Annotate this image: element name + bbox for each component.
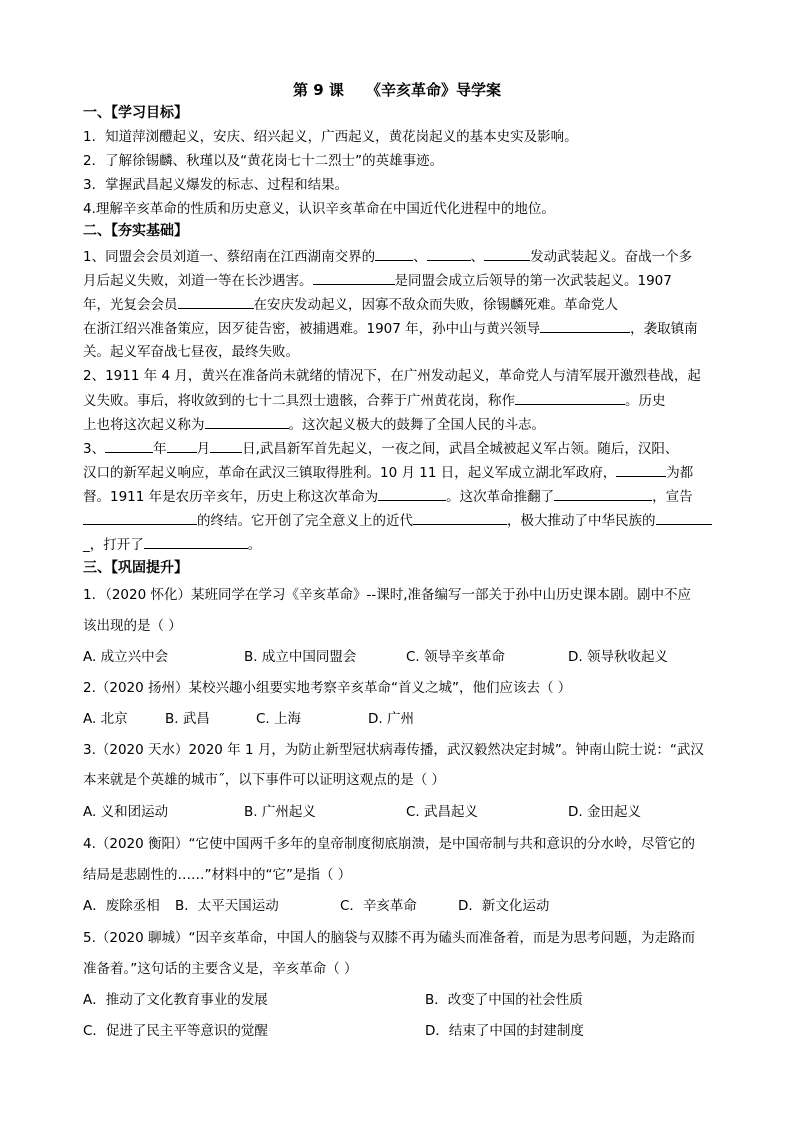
answer-option-a[interactable]: A．废除丞相 — [83, 898, 160, 914]
answer-option-d[interactable]: D．新文化运动 — [458, 898, 550, 914]
question-stem: 结局是悲剧性的……”材料中的“它”是指（ ） — [83, 867, 352, 883]
question-stem: 本来就是个英雄的城市˝，以下事件可以证明这观点的是（ ） — [83, 772, 446, 788]
fill-blank[interactable] — [484, 246, 530, 261]
answer-option-c[interactable]: C. 武昌起义 — [406, 804, 479, 820]
basics-p2-line3: 上也将这次起义称为 。这次起义极大的鼓舞了全国人民的斗志。 — [83, 414, 545, 435]
question-stem: 2.（2020 扬州）某校兴趣小组要实地考察辛亥革命“首义之城”，他们应该去（ ） — [83, 680, 572, 696]
basics-p3-line4: 的终结。它开创了完全意义上的近代 ，极大推动了中华民族的 — [83, 510, 712, 531]
basics-p3-line1: 3、 年 月 日,武昌新军首先起义，一夜之间，武昌全城被起义军占领。随后，汉阳、 — [83, 438, 678, 459]
answer-option-d[interactable]: D. 广州 — [368, 711, 414, 727]
fill-blank[interactable] — [413, 510, 507, 525]
basics-p3-line3: 督。1911 年是农历辛亥年，历史上称这次革命为 。这次革命推翻了 ，宣告 — [83, 486, 693, 507]
goal-item: 1．知道萍浏醴起义，安庆、绍兴起义，广西起义，黄花岗起义的基本史实及影响。 — [83, 129, 578, 145]
answer-option-d[interactable]: D. 领导秋收起义 — [568, 649, 668, 665]
answer-option-a[interactable]: A. 成立兴中会 — [83, 649, 169, 665]
answer-option-c[interactable]: C. 领导辛亥革命 — [406, 649, 506, 665]
goal-item: 4.理解辛亥革命的性质和历史意义，认识辛亥革命在中国近代化进程中的地位。 — [83, 201, 555, 217]
basics-p2-line2: 义失败。事后，将收敛到的七十二具烈士遗骸，合葬于广州黄花岗，称作 。历史 — [83, 390, 666, 411]
answer-option-b[interactable]: B．太平天国运动 — [175, 898, 279, 914]
section-heading-basics: 二、【夯实基础】 — [83, 223, 188, 239]
basics-p1-line3: 年，光复会会员 在安庆发动起义，因寡不敌众而失败，徐锡麟死难。革命党人 — [83, 294, 618, 315]
fill-blank[interactable] — [554, 486, 652, 501]
answer-option-a[interactable]: A．推动了文化教育事业的发展 — [83, 992, 268, 1008]
fill-blank[interactable] — [427, 246, 471, 261]
answer-option-b[interactable]: B．改变了中国的社会性质 — [425, 992, 583, 1008]
question-stem: 4.（2020 衡阳）“它使中国两千多年的皇帝制度彻底崩溃，是中国帝制与共和意识的分水岭，尽管它的 — [83, 836, 696, 852]
lesson-name: 《辛亥革命》导学案 — [365, 81, 501, 99]
answer-option-a[interactable]: A. 北京 — [83, 711, 128, 727]
basics-p2-line1: 2、1911 年 4 月，黄兴在准备尚未就绪的情况下，在广州发动起义，革命党人与清军展开激烈巷战，起 — [83, 368, 701, 384]
answer-option-b[interactable]: B. 武昌 — [165, 711, 210, 727]
question-stem: 5.（2020 聊城）“因辛亥革命，中国人的脑袋与双膝不再为磕头而准备着，而是为思考问题，为走路而 — [83, 930, 696, 946]
answer-option-b[interactable]: B. 广州起义 — [244, 804, 316, 820]
basics-p1-line2: 月后起义失败，刘道一等在长沙遇害。 是同盟会成立后领导的第一次武装起义。1907 — [83, 270, 672, 291]
goal-item: 3．掌握武昌起义爆发的标志、过程和结果。 — [83, 177, 349, 193]
answer-option-c[interactable]: C．促进了民主平等意识的觉醒 — [83, 1023, 268, 1039]
section-heading-consolidate: 三、【巩固提升】 — [83, 560, 188, 576]
answer-option-d[interactable]: D. 金田起义 — [568, 804, 641, 820]
fill-blank[interactable] — [656, 510, 712, 525]
fill-blank[interactable] — [375, 246, 413, 261]
goal-item: 2．了解徐锡麟、秋瑾以及“黄花岗七十二烈士”的英雄事迹。 — [83, 153, 444, 169]
basics-p1-line4: 在浙江绍兴准备策应，因歹徒告密，被捕遇难。1907 年，孙中山与黄兴领导 ，袭取镇南 — [83, 318, 698, 339]
fill-blank[interactable] — [83, 510, 197, 525]
fill-blank[interactable] — [515, 390, 625, 405]
fill-blank[interactable] — [313, 270, 395, 285]
fill-blank[interactable] — [167, 438, 197, 453]
answer-option-c[interactable]: C．辛亥革命 — [340, 898, 417, 914]
basics-p1-line1: 1、同盟会会员刘道一、蔡绍南在江西湖南交界的 、 、 发动武装起义。奋战一个多 — [83, 246, 692, 267]
question-stem: 该出现的是（ ） — [83, 618, 182, 634]
fill-blank[interactable] — [210, 438, 242, 453]
basics-p1-line5: 关。起义军奋战七昼夜，最终失败。 — [83, 344, 299, 360]
fill-blank[interactable] — [105, 438, 153, 453]
fill-blank[interactable] — [144, 534, 248, 549]
question-stem: 1．（2020 怀化）某班同学在学习《辛亥革命》--课时,准备编写一部关于孙中山历史课本剧。剧中不应 — [83, 587, 692, 603]
fill-blank[interactable] — [178, 294, 254, 309]
question-stem: 准备着。”这句话的主要含义是，辛亥革命（ ） — [83, 961, 358, 977]
answer-option-d[interactable]: D．结束了中国的封建制度 — [425, 1023, 584, 1039]
basics-p3-line5: _，打开了 。 — [83, 534, 261, 555]
answer-option-c[interactable]: C. 上海 — [256, 711, 302, 727]
fill-blank[interactable] — [205, 414, 289, 429]
fill-blank[interactable] — [378, 486, 446, 501]
section-heading-goals: 一、【学习目标】 — [83, 105, 188, 121]
answer-option-b[interactable]: B. 成立中国同盟会 — [244, 649, 357, 665]
lesson-number: 第 9 课 — [293, 81, 344, 99]
basics-p3-line2: 汉口的新军起义响应，革命在武汉三镇取得胜利。10 月 11 日，起义军成立湖北军政府， 为都 — [83, 462, 693, 483]
question-stem: 3.（2020 天水）2020 年 1 月，为防止新型冠状病毒传播，武汉毅然决定封城”。钟南山院士说：“武汉 — [83, 742, 704, 758]
page-title — [0, 79, 794, 100]
fill-blank[interactable] — [616, 462, 666, 477]
answer-option-a[interactable]: A. 义和团运动 — [83, 804, 169, 820]
fill-blank[interactable] — [540, 318, 630, 333]
